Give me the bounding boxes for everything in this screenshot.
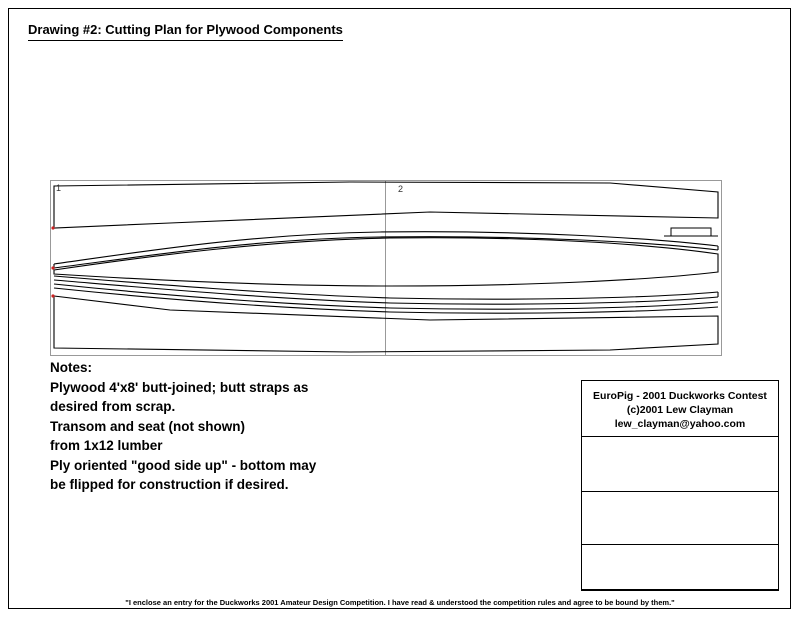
- notes-line-3: Transom and seat (not shown): [50, 418, 246, 434]
- plywood-sheet-outlines: [51, 181, 722, 356]
- notes-heading: Notes:: [50, 360, 93, 375]
- notes-line-2: desired from scrap.: [50, 399, 176, 414]
- title-block-empty-2: [582, 492, 778, 545]
- title-block-empty-3: [582, 545, 778, 590]
- title-block-line-1: EuroPig - 2001 Duckworks Contest: [593, 390, 767, 402]
- title-block-line-3: lew_clayman@yahoo.com: [614, 418, 746, 430]
- title-block-line-2: (c)2001 Lew Clayman: [626, 404, 734, 416]
- page-title: Drawing #2: Cutting Plan for Plywood Components: [28, 22, 343, 41]
- title-block-empty-1: [582, 437, 778, 492]
- notes-line-5: Ply oriented "good side up" - bottom may: [50, 457, 317, 473]
- notes-line-6: be flipped for construction if desired.: [50, 477, 289, 492]
- panel-small-offcut: [664, 228, 718, 236]
- cutting-plan-drawing: [50, 180, 722, 356]
- registration-marks: [51, 226, 54, 297]
- footnote-statement: "I enclose an entry for the Duckworks 2001 Amateur Design Competition. I have read & understood the competition rules and agree to be bound by them.": [125, 598, 675, 607]
- sheet-label-2: 2: [398, 184, 404, 194]
- notes-line-1: Plywood 4'x8' butt-joined; butt straps as: [50, 379, 309, 395]
- sheet-label-1: 1: [56, 183, 62, 193]
- title-block-credits: [582, 381, 778, 437]
- notes-line-4: from 1x12 lumber: [50, 438, 163, 453]
- title-block: [581, 380, 779, 591]
- notes-block: [50, 358, 470, 495]
